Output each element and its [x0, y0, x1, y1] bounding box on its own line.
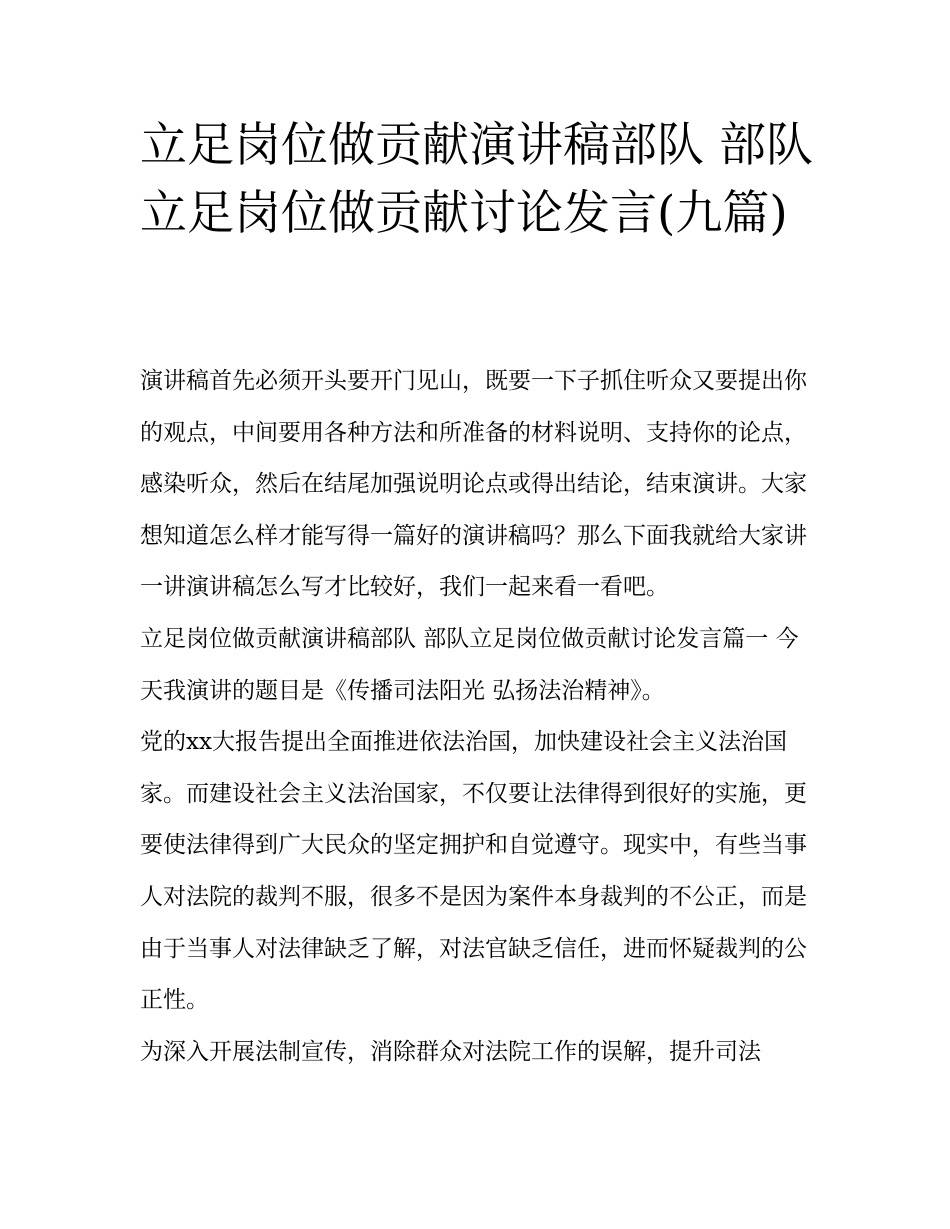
paragraph-heading: 立足岗位做贡献演讲稿部队 部队立足岗位做贡献讨论发言篇一 今天我演讲的题目是《传播司法阳光 弘扬法治精神》。: [140, 625, 799, 704]
document-body: [140, 356, 820, 1078]
paragraph-intro: 演讲稿首先必须开头要开门见山，既要一下子抓住听众又要提出你的观点，中间要用各种方法和所准备的材料说明、支持你的论点，感染听众，然后在结尾加强说明论点或得出结论，结束演讲。大家想知道怎么样才能写得一篇好的演讲稿吗？那么下面我就给大家讲一讲演讲稿怎么写才比较好，我们一起来看一看吧。: [140, 368, 807, 601]
document-title: 立足岗位做贡献演讲稿部队 部队立足岗位做贡献讨论发言(九篇): [140, 118, 813, 241]
paragraph-continued: 为深入开展法制宣传，消除群众对法院工作的误解，提升司法: [140, 1038, 761, 1065]
paragraph-main: 党的xx大报告提出全面推进依法治国，加快建设社会主义法治国家。而建设社会主义法治国家，不仅要让法律得到很好的实施，更要使法律得到广大民众的坚定拥护和自觉遵守。现实中，有些当事人对法院的裁判不服，很多不是因为案件本身裁判的不公正，而是由于当事人对法律缺乏了解，对法官缺乏信任，进而怀疑裁判的公正性。: [140, 729, 807, 1014]
